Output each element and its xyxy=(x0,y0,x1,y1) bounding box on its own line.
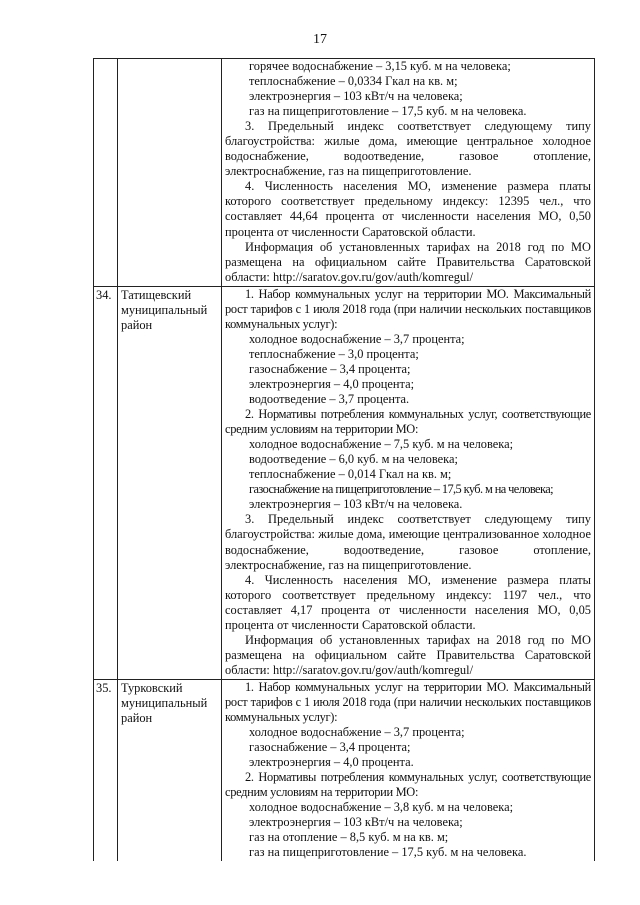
tariff-line: электроэнергия – 4,0 процента. xyxy=(249,755,414,770)
tariff-line: теплоснабжение – 3,0 процента; xyxy=(249,346,419,361)
paragraph-1: 1. Набор коммунальных услуг на территории МО. Максимальный рост тарифов с 1 июля 2018 года (при наличии нескольких поставщиков коммунальных услуг): xyxy=(225,679,591,725)
paragraph-4: 4. Численность населения МО, изменение размера платы которого соответствует предельному индексу: 1197 чел., что составляет 4,17 процента от численности населения МО, 0,05 процента от численности Саратовской области. xyxy=(225,572,591,632)
norm-line: холодное водоснабжение – 7,5 куб. м на человека; xyxy=(249,437,514,452)
norm-line: горячее водоснабжение – 3,15 куб. м на человека; xyxy=(249,59,511,73)
paragraph-2: 2. Нормативы потребления коммунальных услуг, соответствующие средним условиям на территории МО: xyxy=(225,407,591,437)
table-row-continuation xyxy=(94,59,595,287)
tariff-line: газоснабжение – 3,4 процента; xyxy=(249,361,411,376)
tariff-table xyxy=(93,58,595,861)
norm-line: газоснабжение на пищеприготовление – 17,5 куб. м на человека; xyxy=(249,482,553,497)
norm-line: электроэнергия – 103 кВт/ч на человека; xyxy=(249,815,463,830)
paragraph-1: 1. Набор коммунальных услуг на территории МО. Максимальный рост тарифов с 1 июля 2018 года (при наличии нескольких поставщиков коммунальных услуг): xyxy=(225,286,591,331)
tariff-line: водоотведение – 3,7 процента. xyxy=(249,392,410,407)
tariff-info-paragraph: Информация об установленных тарифах на 2018 год по МО размещена на официальном сайте Правительства Саратовской области: http://saratov.gov.ru/gov/auth/komregul/ xyxy=(225,632,591,677)
content-cell xyxy=(222,679,595,861)
norm-line: теплоснабжение – 0,0334 Гкал на кв. м; xyxy=(249,74,458,89)
page-number: 17 xyxy=(313,32,327,47)
tariff-info-paragraph: Информация об установленных тарифах на 2018 год по МО размещена на официальном сайте Правительства Саратовской области: http://saratov.gov.ru/gov/auth/komregul/ xyxy=(225,239,591,284)
municipality-cell xyxy=(118,59,222,287)
row-number: 35. xyxy=(94,679,118,861)
table-row xyxy=(94,286,595,679)
row-number-cell xyxy=(94,59,118,287)
norm-line: электроэнергия – 103 кВт/ч на человека. xyxy=(249,497,463,512)
paragraph-4: 4. Численность населения МО, изменение размера платы которого соответствует предельному индексу: 12395 чел., что составляет 44,64 процента от численности населения МО, 0,50 процента от численности Саратовской области. xyxy=(225,179,591,239)
content-cell xyxy=(222,59,595,287)
norm-line: теплоснабжение – 0,014 Гкал на кв. м; xyxy=(249,467,452,482)
tariff-line: газоснабжение – 3,4 процента; xyxy=(249,740,411,755)
norm-line: холодное водоснабжение – 3,8 куб. м на человека; xyxy=(249,800,514,815)
norm-line: электроэнергия – 103 кВт/ч на человека; xyxy=(249,89,463,104)
paragraph-2: 2. Нормативы потребления коммунальных услуг, соответствующие средним условиям на территории МО: xyxy=(225,770,591,800)
content-cell xyxy=(222,286,595,679)
municipality-name: Турковский муниципальный район xyxy=(118,679,222,861)
norm-line: водоотведение – 6,0 куб. м на человека; xyxy=(249,452,458,467)
tariff-line: электроэнергия – 4,0 процента; xyxy=(249,376,415,391)
tariff-line: холодное водоснабжение – 3,7 процента; xyxy=(249,331,465,346)
paragraph-3: 3. Предельный индекс соответствует следующему типу благоустройства: жилые дома, имеющие центральное холодное водоснабжение, водоотведение, газовое отопление, электроснабжение, газ на пищеприготовление. xyxy=(225,119,591,179)
municipality-name: Татищевский муниципальный район xyxy=(118,286,222,679)
table-row xyxy=(94,679,595,861)
norm-line: газ на отопление – 8,5 куб. м на кв. м; xyxy=(249,830,449,845)
paragraph-3: 3. Предельный индекс соответствует следующему типу благоустройства: жилые дома, имеющие централизованное холодное водоснабжение, водоотведение, газовое отопление, электроснабжение, газ на пищеприготовление. xyxy=(225,512,591,572)
norm-line: газ на пищеприготовление – 17,5 куб. м на человека. xyxy=(249,104,527,119)
tariff-line: холодное водоснабжение – 3,7 процента; xyxy=(249,725,465,740)
norm-line: газ на пищеприготовление – 17,5 куб. м на человека. xyxy=(249,845,527,860)
row-number: 34. xyxy=(94,286,118,679)
